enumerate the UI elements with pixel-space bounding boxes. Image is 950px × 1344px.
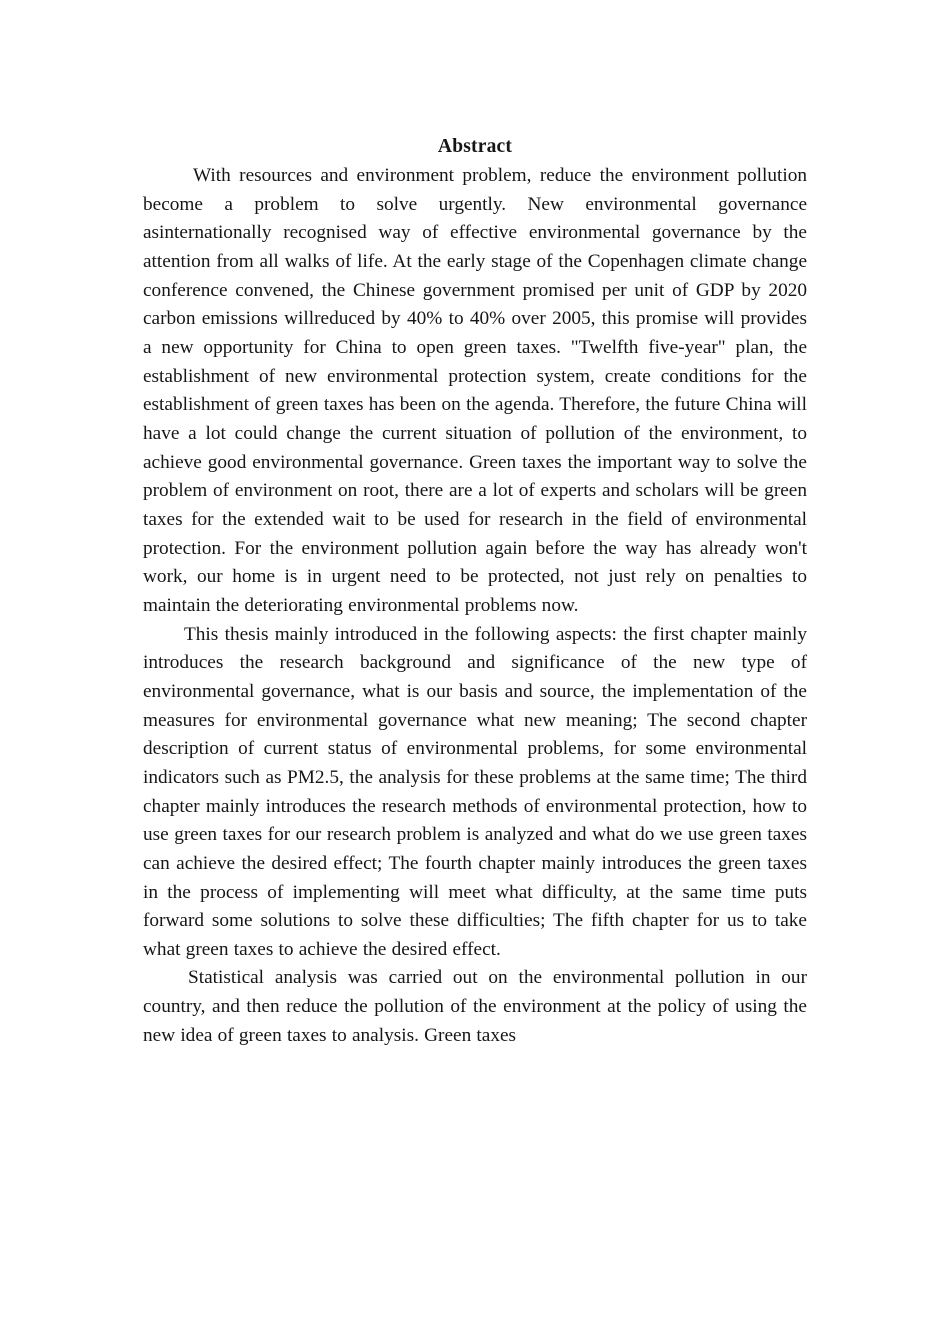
- page-title: Abstract: [437, 136, 513, 157]
- abstract-paragraph-3: Statistical analysis was carried out on the environmental pollution in our country, and then reduce the pollution of the environment at the policy of using the new idea of green taxes to analysis. Green taxes: [143, 967, 807, 1046]
- abstract-paragraph-2: This thesis mainly introduced in the following aspects: the first chapter mainly introduces the research background and significance of the new type of environmental governance, what is our basis and source, the implementation of the measures for environmental governance what new meaning; The second chapter description of current status of environmental problems, for some environmental indicators such as PM2.5, the analysis for these problems at the same time; The third chapter mainly introduces the research methods of environmental protection, how to use green taxes for our research problem is analyzed and what do we use green taxes can achieve the desired effect; The fourth chapter mainly introduces the green taxes in the process of implementing will meet what difficulty, at the same time puts forward some solutions to solve these difficulties; The fifth chapter for us to take what green taxes to achieve the desired effect.: [143, 623, 807, 960]
- abstract-paragraph-1: With resources and environment problem, reduce the environment pollution become a problem to solve urgently. New environmental governance asinternationally recognised way of effective environmental governance by the attention from all walks of life. At the early stage of the Copenhagen climate change conference convened, the Chinese government promised per unit of GDP by 2020 carbon emissions willreduced by 40% to 40% over 2005, this promise will provides a new opportunity for China to open green taxes. "Twelfth five-year" plan, the establishment of new environmental protection system, create conditions for the establishment of green taxes has been on the agenda. Therefore, the future China will have a lot could change the current situation of pollution of the environment, to achieve good environmental governance. Green taxes the important way to solve the problem of environment on root, there are a lot of experts and scholars will be green taxes for the extended wait to be used for research in the field of environmental protection. For the environment pollution again before the way has already won't work, our home is in urgent need to be protected, not just rely on penalties to maintain the deteriorating environmental problems now.: [143, 165, 807, 616]
- page-content: [143, 133, 807, 1050]
